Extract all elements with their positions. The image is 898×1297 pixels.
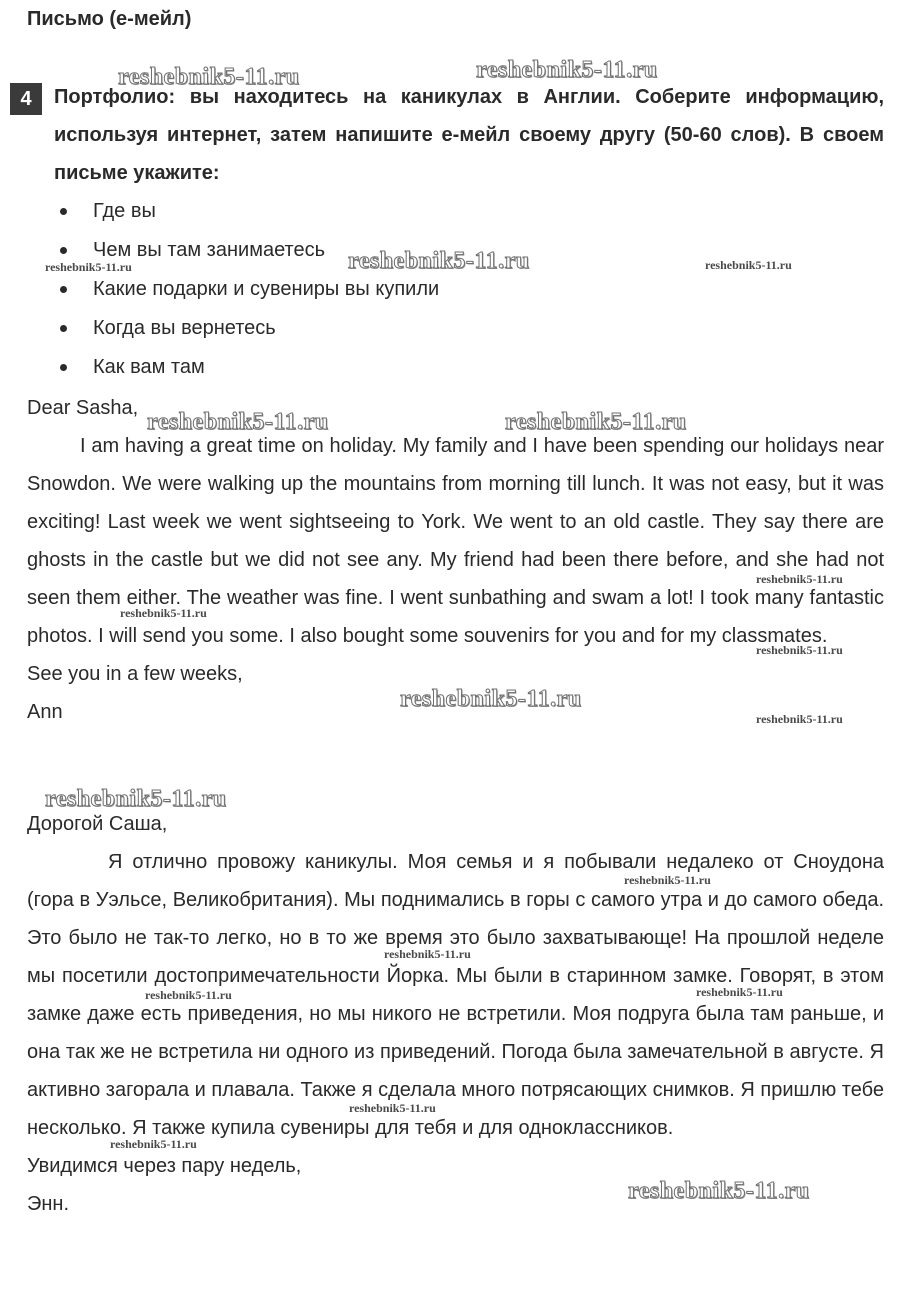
watermark: reshebnik5-11.ru — [110, 1137, 197, 1151]
watermark: reshebnik5-11.ru — [756, 712, 843, 726]
watermark: reshebnik5-11.ru — [696, 985, 783, 999]
task-instructions: Портфолио: вы находитесь на каникулах в Англии. Соберите информацию, используя интернет, затем напишите е-мейл своему другу (50-60 слов). В своем письме укажите: — [54, 86, 884, 184]
watermark: reshebnik5-11.ru — [505, 409, 687, 435]
list-item — [58, 270, 439, 309]
watermark: reshebnik5-11.ru — [628, 1178, 810, 1204]
english-letter — [27, 389, 884, 731]
list-item-label: Какие подарки и сувениры вы купили — [93, 278, 440, 300]
bullet-icon — [60, 286, 67, 293]
task-bullet-list — [58, 192, 439, 387]
watermark: reshebnik5-11.ru — [756, 643, 843, 657]
letter-signature: Ann — [27, 701, 63, 723]
watermark: reshebnik5-11.ru — [756, 572, 843, 586]
letter-signature: Энн. — [27, 1193, 70, 1215]
list-item — [58, 348, 439, 387]
list-item — [58, 231, 439, 270]
list-item — [58, 192, 439, 231]
list-item-label: Как вам там — [93, 356, 205, 378]
letter-body: Я отлично провожу каникулы. Моя семья и я побывали недалеко от Сноудона (гора в Уэльсе, Великобритания). Мы поднимались в горы с самого утра и до самого обеда. Это было не так-то легко, но в то же время это было захватывающе! На прошлой неделе мы посетили достопримечательности Йорка. Мы были в старинном замке. Говорят, в этом замке даже есть приведения, но мы никого не встретили. Моя подруга была там раньше, и она так же не встретила ни одного из приведений. Погода была замечательной в августе. Я активно загорала и плавала. Также я сделала много потрясающих снимков. Я пришлю тебе несколько. Я также купила сувениры для тебя и для одноклассников. — [27, 851, 884, 1139]
watermark: reshebnik5-11.ru — [120, 606, 207, 620]
bullet-icon — [60, 247, 67, 254]
watermark: reshebnik5-11.ru — [349, 1101, 436, 1115]
letter-closing: See you in a few weeks, — [27, 663, 243, 685]
watermark: reshebnik5-11.ru — [348, 248, 530, 274]
watermark: reshebnik5-11.ru — [45, 786, 227, 812]
page-title: Письмо (е-мейл) — [27, 8, 192, 30]
watermark: reshebnik5-11.ru — [705, 258, 792, 272]
watermark: reshebnik5-11.ru — [118, 64, 300, 90]
watermark: reshebnik5-11.ru — [145, 988, 232, 1002]
watermark: reshebnik5-11.ru — [400, 686, 582, 712]
bullet-icon — [60, 364, 67, 371]
list-item-label: Где вы — [93, 200, 156, 222]
task-number-badge: 4 — [10, 83, 42, 115]
list-item-label: Чем вы там занимаетесь — [93, 239, 326, 261]
letter-body: I am having a great time on holiday. My family and I have been spending our holidays near Snowdon. We were walking up the mountains from morning till lunch. It was not easy, but it was exciting! Last week we went sightseeing to York. We went to an old castle. They say there are ghosts in the castle but we did not see any. My friend had been there before, and she had not seen them either. The weather was fine. I went sunbathing and swam a lot! I took many fantastic photos. I will send you some. I also bought some souvenirs for you and for my classmates. — [27, 435, 884, 647]
list-item — [58, 309, 439, 348]
bullet-icon — [60, 325, 67, 332]
russian-letter — [27, 805, 884, 1223]
watermark: reshebnik5-11.ru — [147, 409, 329, 435]
watermark: reshebnik5-11.ru — [45, 260, 132, 274]
letter-closing: Увидимся через пару недель, — [27, 1155, 302, 1177]
watermark: reshebnik5-11.ru — [624, 873, 711, 887]
letter-greeting: Дорогой Саша, — [27, 813, 168, 835]
watermark: reshebnik5-11.ru — [384, 947, 471, 961]
bullet-icon — [60, 208, 67, 215]
watermark: reshebnik5-11.ru — [476, 57, 658, 83]
letter-greeting: Dear Sasha, — [27, 397, 139, 419]
list-item-label: Когда вы вернетесь — [93, 317, 276, 339]
